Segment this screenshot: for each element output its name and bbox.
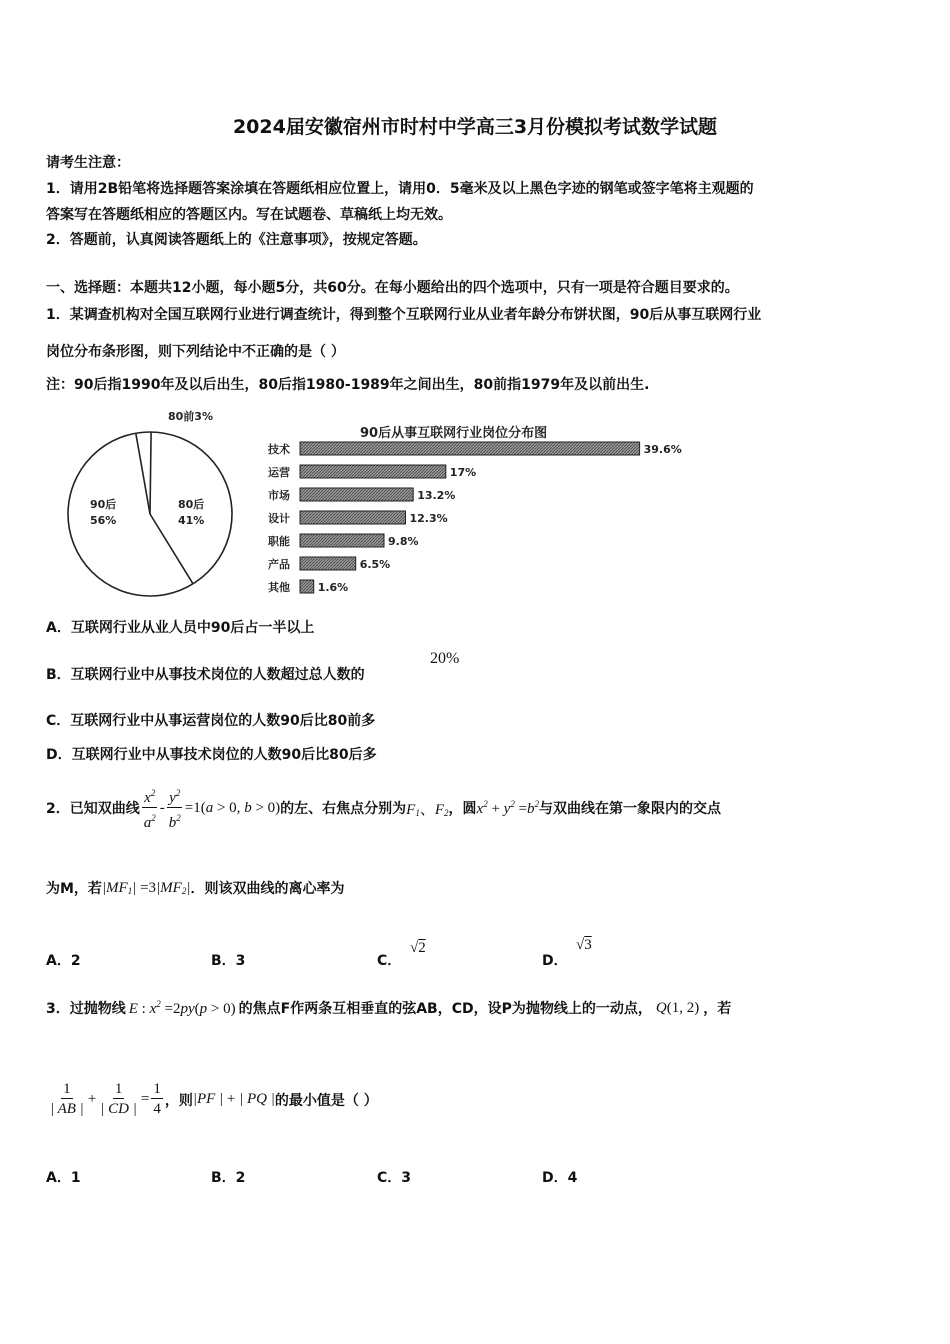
q3-line2-suffix: 的最小值是（ ）	[274, 1092, 378, 1109]
q3-parabola-eq: E : $x^2 =2py(p > 0)$	[128, 998, 236, 1017]
q3-line-1	[46, 998, 731, 1018]
q1-note: 注：90后指1990年及以后出生，80后指1980-1989年之间出生，80前指1979年及以前出生.	[46, 377, 650, 393]
q3-option-b: B．2	[211, 1170, 246, 1186]
pie-label-80q: 80前3%	[168, 410, 213, 423]
q2-foci: $F_1$、$F_2$	[406, 801, 449, 818]
q2-equation-rhs: =1(a > 0, b > 0)	[184, 799, 281, 816]
bar-value-label: 12.3%	[409, 512, 448, 525]
section-heading: 一、选择题：本题共12小题，每小题5分，共60分。在每小题给出的四个选项中，只有一项是符合题目要求的。	[46, 280, 739, 296]
q1-option-a: A．互联网行业从业人员中90后占一半以上	[46, 620, 315, 636]
q2-mid2: ，圆	[448, 801, 477, 817]
q2-option-b: B．3	[211, 953, 246, 969]
bar-3	[300, 511, 406, 524]
q2-option-d-math: √3	[576, 937, 592, 953]
q2-frac-x: $\frac{x^2}{a^2}$	[142, 784, 158, 833]
q2-condition: $|MF_1| =3|MF_2|$	[101, 879, 191, 896]
q2-mid1: 的左、右焦点分别为	[280, 801, 407, 817]
bar-6	[300, 580, 314, 593]
q3-option-a: A．1	[46, 1170, 81, 1186]
q2-option-c-math: √2	[410, 940, 426, 956]
q3-prefix: 3．过抛物线	[46, 1001, 126, 1017]
notice-line-2: 2．答题前，认真阅读答题纸上的《注意事项》，按规定答题。	[46, 232, 427, 248]
pie-label-90: 90后	[90, 498, 117, 511]
q2-frac-y: $\frac{y^2}{b^2}$	[167, 784, 183, 833]
notice-heading: 请考生注意：	[46, 155, 130, 171]
pie-label-80: 80后	[178, 498, 205, 511]
q1-option-b: B．互联网行业中从事技术岗位的人数超过总人数的	[46, 667, 365, 683]
q3-frac-ab: $\frac{1}{| AB |}$	[50, 1081, 84, 1117]
q1-charts-svg	[60, 408, 700, 604]
q3-line2-mid: ，则	[164, 1092, 193, 1109]
bar-category-label: 职能	[268, 535, 290, 548]
bar-category-label: 运营	[268, 466, 290, 479]
bar-category-label: 技术	[268, 443, 290, 456]
q2-prefix: 2．已知双曲线	[46, 801, 140, 817]
pie-boundary-80q-90	[136, 433, 150, 514]
q2-line2-prefix: 为M，若	[46, 881, 102, 897]
q2-line2-suffix: ．则该双曲线的离心率为	[190, 881, 345, 897]
q3-option-d: D．4	[542, 1170, 578, 1186]
bar-category-label: 其他	[268, 581, 290, 594]
notice-line-1a: 1．请用2B铅笔将选择题答案涂填在答题纸相应位置上，请用0．5毫米及以上黑色字迹的钢笔或签字笔将主观题的	[46, 181, 754, 197]
bar-5	[300, 557, 356, 570]
pie-value-80: 41%	[178, 514, 205, 527]
q1-option-c: C．互联网行业中从事运营岗位的人数90后比80前多	[46, 713, 376, 729]
q2-option-d: D．	[542, 953, 568, 969]
q2-suffix: 与双曲线在第一象限内的交点	[539, 801, 722, 817]
q3-mid: 的焦点F作两条互相垂直的弦AB，CD，设P为抛物线上的一动点，	[238, 1001, 652, 1017]
notice-line-1b: 答案写在答题纸相应的答题区内。写在试题卷、草稿纸上均无效。	[46, 207, 452, 223]
page-title: 2024届安徽宿州市时村中学高三3月份模拟考试数学试题	[232, 116, 718, 138]
bar-0	[300, 442, 640, 455]
bar-value-label: 9.8%	[388, 535, 419, 548]
q2-line-2	[46, 878, 344, 898]
bar-value-label: 1.6%	[317, 581, 349, 594]
q3-frac-cd: $\frac{1}{| CD |}$	[100, 1081, 137, 1117]
q1-option-b-math: 20%	[430, 650, 460, 667]
q3-suffix: ，若	[703, 1001, 732, 1017]
bar-value-label: 39.6%	[643, 443, 682, 456]
bar-category-label: 产品	[268, 558, 290, 571]
bar-2	[300, 488, 413, 501]
bar-4	[300, 534, 384, 547]
q1-line-2: 岗位分布条形图，则下列结论中不正确的是（ ）	[46, 344, 345, 360]
q1-line-1: 1．某调查机构对全国互联网行业进行调查统计，得到整个互联网行业从业者年龄分布饼状图，90后从事互联网行业	[46, 307, 762, 323]
q3-option-c: C．3	[377, 1170, 412, 1186]
q2-option-c: C．	[377, 953, 402, 969]
bar-chart-marks	[267, 442, 682, 594]
bar-1	[300, 465, 446, 478]
bar-value-label: 17%	[449, 466, 477, 479]
q3-line-2: $\frac{1}{| AB |}$ + $\frac{1}{| CD |}$ = $\frac{1}{4}$ ，则 |PF | + | PQ | 的最小值是（ ）	[50, 1081, 378, 1117]
q1-option-d: D．互联网行业中从事技术岗位的人数90后比80后多	[46, 747, 377, 763]
q3-target-expr: |PF | + | PQ |	[192, 1091, 275, 1107]
pie-value-90: 56%	[90, 514, 117, 527]
bar-value-label: 13.2%	[417, 489, 456, 502]
bar-category-label: 设计	[268, 512, 290, 525]
q3-frac-quarter: $\frac{1}{4}$	[153, 1081, 161, 1117]
bar-category-label: 市场	[268, 489, 290, 502]
q2-line-1: 2．已知双曲线 $\frac{x^2}{a^2}$ - $\frac{y^2}{b^2}$ =1(a > 0, b > 0) 的左、右焦点分别为 $F_1$、$F_2$ ，圆 $x^2 + y^2 =b^2$ 与双曲线在第一象限内的交点	[46, 785, 721, 831]
q2-option-a: A．2	[46, 953, 81, 969]
q1-figure	[60, 408, 700, 604]
bar-value-label: 6.5%	[359, 558, 391, 571]
pie-boundary-80-80q	[150, 432, 151, 514]
q3-point-q: Q(1, 2)	[655, 999, 700, 1016]
q2-circle-eq: $x^2 + y^2 =b^2$	[476, 798, 540, 817]
bar-chart-title: 90后从事互联网行业岗位分布图	[360, 426, 548, 441]
